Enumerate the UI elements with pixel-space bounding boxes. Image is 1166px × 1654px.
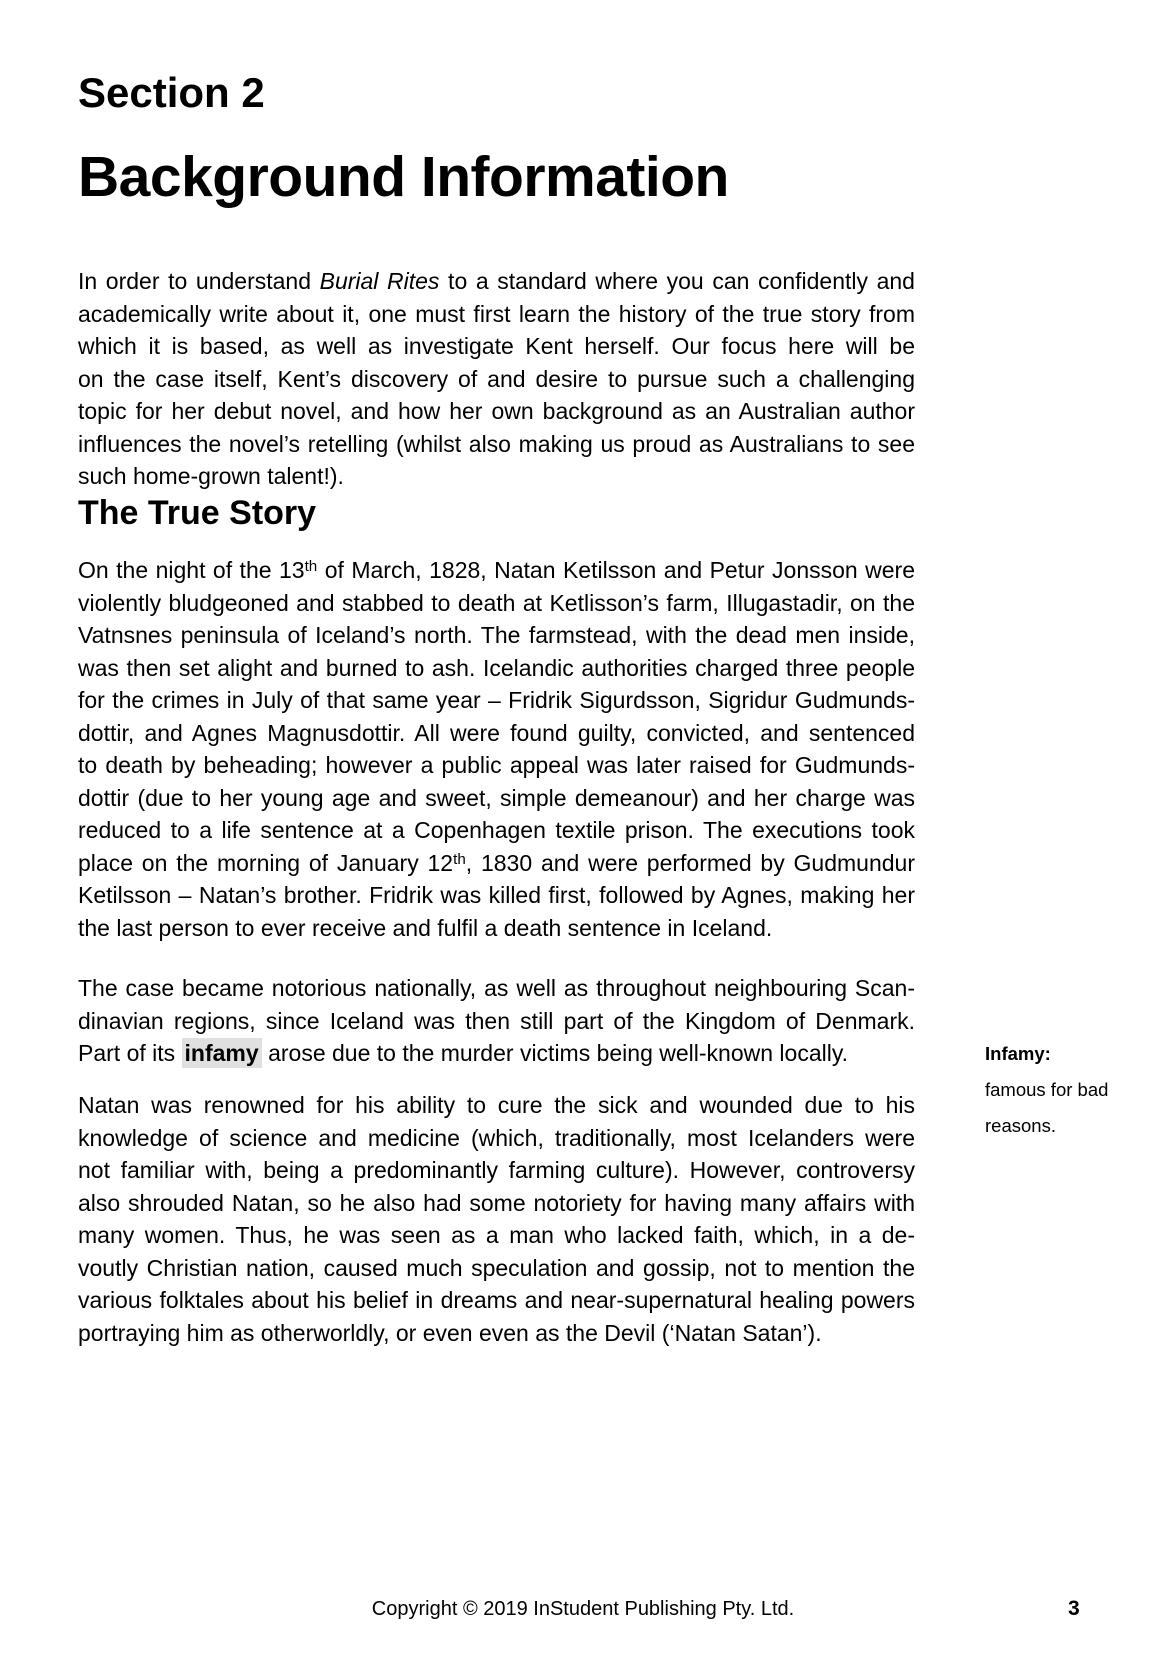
text-line: which it is based, as well as investigate Kent herself. Our focus here will be (78, 333, 915, 359)
text-line: academically write about it, one must first learn the history of the true story from (78, 300, 915, 327)
text-line: the last person to ever receive and fulfil a death sentence in Iceland. (78, 914, 773, 941)
text-line: many women. Thus, he was seen as a man who lacked faith, which, in a de- (78, 1222, 915, 1248)
superscript-ordinal: th (304, 558, 318, 576)
margin-note-definition-line: famous for bad (985, 1079, 1109, 1100)
text-line: for the crimes in July of that same year – Fridrik Sigurdsson, Sigridur Gudmunds- (78, 687, 915, 713)
text-line: also shrouded Natan, so he also had some notoriety for having many affairs with (78, 1189, 915, 1216)
text-line: The case became notorious nationally, as well as throughout neighbouring Scan- (78, 975, 915, 1001)
text-line: reduced to a life sentence at a Copenhagen textile prison. The executions took (78, 817, 915, 843)
superscript-ordinal: th (453, 850, 466, 868)
margin-note-term: Infamy: (985, 1043, 1051, 1064)
margin-note-definition-line: reasons. (985, 1115, 1056, 1136)
text-line: such home-grown talent!). (78, 463, 344, 489)
text-line: was then set alight and burned to ash. Icelandic authorities charged three people (78, 654, 915, 681)
text-line: Ketilsson – Natan’s brother. Fridrik was killed first, followed by Agnes, making her (78, 882, 915, 908)
margin-note-infamy (985, 1036, 1145, 1144)
footer-copyright: Copyright © 2019 InStudent Publishing Pty. Ltd. (371, 1598, 795, 1620)
paragraph-notoriety (78, 972, 915, 1070)
paragraph-natan-reputation (78, 1089, 915, 1349)
text-line: dinavian regions, since Iceland was then still part of the Kingdom of Denmark. (78, 1007, 915, 1034)
text-line: topic for her debut novel, and how her own background as an Australian author (78, 398, 915, 424)
text-line: on the case itself, Kent’s discovery of and desire to pursue such a challenging (78, 365, 915, 392)
book-title-italic: Burial Rites (319, 268, 440, 294)
text-line: portraying him as otherworldly, or even even as the Devil (‘Natan Satan’). (78, 1319, 822, 1346)
text-line: knowledge of science and medicine (which, traditionally, most Icelanders were (78, 1124, 915, 1151)
page-title: Background Information (78, 145, 729, 209)
text-line: various folktales about his belief in dreams and near-supernatural healing powers (78, 1287, 915, 1313)
text-line: voutly Christian nation, caused much speculation and gossip, not to mention the (78, 1254, 915, 1281)
text-line: to death by beheading; however a public appeal was later raised for Gudmunds- (78, 752, 915, 778)
text-line: not familiar with, being a predominantly farming culture). However, controversy (78, 1157, 915, 1183)
paragraph-intro (78, 265, 915, 493)
paragraph-true-story-events (78, 554, 915, 944)
text-line: influences the novel’s retelling (whilst also making us proud as Australians to see (78, 430, 915, 457)
text-line: dottir, and Agnes Magnusdottir. All were found guilty, convicted, and sentenced (78, 719, 915, 746)
text-line: On the night of the 13th of March, 1828, Natan Ketilsson and Petur Jonsson were (78, 557, 916, 583)
text-line: dottir (due to her young age and sweet, simple demeanour) and her charge was (78, 784, 915, 811)
section-label: Section 2 (78, 69, 265, 116)
heading-the-true-story: The True Story (78, 494, 317, 532)
page-number: 3 (1068, 1597, 1080, 1620)
text-line: violently bludgeoned and stabbed to death at Ketlisson’s farm, Illugastadir, on the (78, 589, 915, 616)
text-line: Vatnsnes peninsula of Iceland’s north. The farmstead, with the dead men inside, (78, 622, 915, 648)
text-line: Part of its infamy arose due to the murder victims being well-known locally. (78, 1040, 849, 1066)
highlighted-term: infamy (182, 1038, 262, 1068)
text-line: place on the morning of January 12th, 1830 and were performed by Gudmundur (78, 849, 915, 876)
text-line: In order to understand Burial Rites to a standard where you can confidently and (78, 268, 915, 294)
text-line: Natan was renowned for his ability to cure the sick and wounded due to his (78, 1092, 915, 1118)
